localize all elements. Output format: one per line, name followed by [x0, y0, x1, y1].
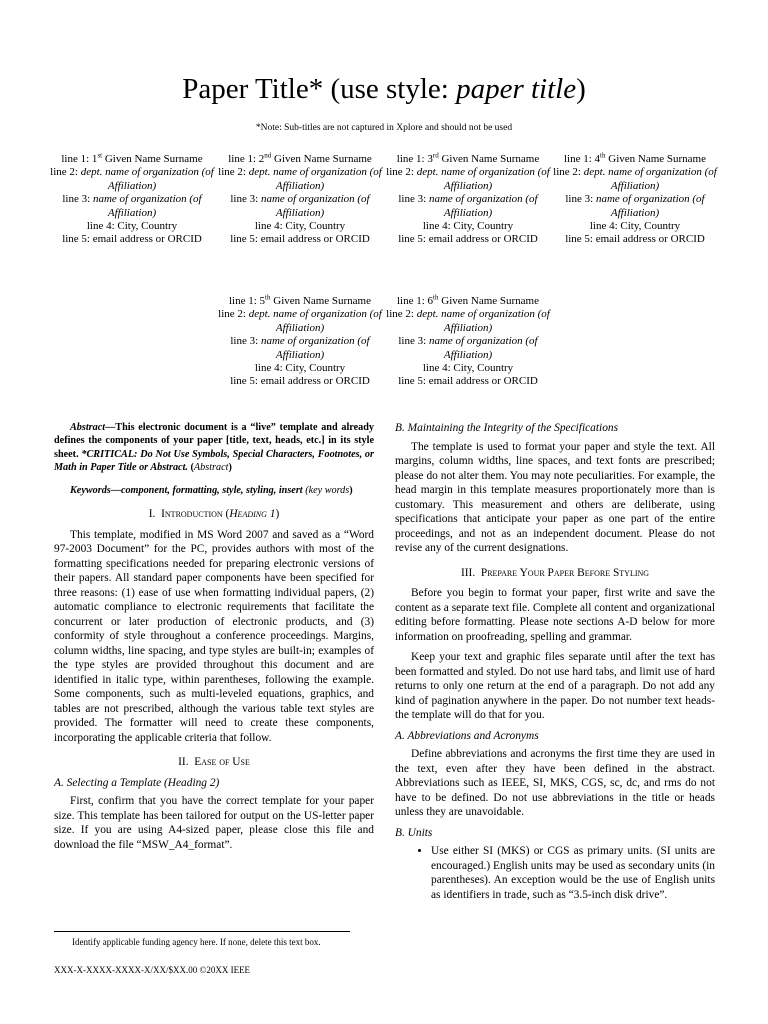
keywords-body: component, formatting, style, styling, insert: [120, 485, 306, 497]
footnote: Identify applicable funding agency here. If none, delete this text box.: [72, 937, 321, 947]
author-dept: dept. name of organization (of Affiliation): [248, 166, 382, 192]
abstract: [54, 421, 374, 474]
author-line2-label: line 2:: [218, 166, 249, 179]
abstract-body: This electronic document is a “live” template and already defines the components of your paper [title, text, heads, etc.] in its style sheet.: [54, 422, 374, 460]
author-city: line 4: City, Country: [254, 220, 346, 233]
author-city: line 4: City, Country: [254, 362, 346, 375]
author-line1: line 1: 3: [396, 153, 433, 165]
author-dept: dept. name of organization (of Affiliation): [80, 166, 214, 192]
author-ordinal: nd: [264, 151, 272, 160]
author-email: line 5: email address or ORCID: [62, 233, 202, 246]
page-title: [0, 70, 768, 108]
author-line1: line 1: 2: [228, 153, 265, 165]
subtitle-note: *Note: Sub-titles are not captured in Xplore and should not be used: [255, 123, 513, 133]
prepare-paragraph-1: Before you begin to format your paper, first write and save the content as a separate text file. Complete all content and organizational editing before formatting. Please note sections A-D below for more information on proofreading, spelling and grammar.: [395, 587, 715, 643]
abstract-paren-close: ): [228, 461, 232, 473]
keywords: [54, 484, 374, 497]
subsection-heading-abbreviations: A. Abbreviations and Acronyms: [395, 729, 539, 742]
author-org: name of organization (of Affiliation): [260, 335, 370, 361]
keywords-label: Keywords: [70, 485, 111, 497]
author-name: Given Name Surname: [271, 153, 372, 165]
section-heading-prepare-paper: [395, 566, 715, 581]
author-dept: dept. name of organization (of Affiliation): [416, 166, 550, 192]
section-title-close: ): [275, 508, 280, 521]
author-ordinal: rd: [432, 151, 439, 160]
author-block-4: [549, 153, 721, 247]
author-name: Given Name Surname: [438, 295, 539, 307]
footnote-rule: [54, 931, 350, 932]
abstract-label: Abstract: [70, 422, 106, 433]
abstract-style-name: Abstract: [193, 461, 229, 473]
author-block-3: [382, 153, 554, 247]
keywords-close: ): [349, 485, 353, 497]
subsection-heading-selecting-template: A. Selecting a Template (Heading 2): [54, 776, 220, 789]
subsection-heading-integrity: B. Maintaining the Integrity of the Specifications: [395, 422, 619, 434]
subsection-heading-units: B. Units: [395, 826, 433, 839]
keywords-dash: —: [110, 485, 121, 497]
author-line1: line 1: 5: [228, 295, 266, 307]
author-city: line 4: City, Country: [422, 362, 514, 375]
author-line2-label: line 2:: [218, 308, 249, 321]
author-ordinal: th: [600, 151, 606, 160]
author-org: name of organization (of Affiliation): [260, 193, 370, 219]
author-line3-label: line 3:: [398, 335, 429, 348]
title-italic: paper title: [456, 73, 577, 105]
author-block-1: [46, 153, 218, 247]
section-number: II.: [178, 756, 189, 769]
selecting-template-paragraph: First, confirm that you have the correct template for your paper size. This template has been tailored for output on the US-letter paper size. If you are using A4-sized paper, please close this file and download the file “MSW_A4_format”.: [54, 795, 374, 851]
section-title-italic: Heading 1: [229, 508, 276, 521]
list-item: • Use either SI (MKS) or CGS as primary units. (SI units are encouraged.) English units may be used as secondary units (in parentheses). An exception would be the use of English units as identifiers in trade, such as “3.5-inch disk drive”.: [431, 844, 715, 902]
author-ordinal: th: [433, 293, 439, 302]
author-name: Given Name Surname: [438, 153, 540, 165]
units-list: [395, 844, 715, 902]
author-line1: line 1: 6: [396, 295, 434, 307]
author-line3-label: line 3:: [565, 193, 596, 206]
author-line2-label: line 2:: [386, 308, 417, 321]
right-column: [395, 421, 715, 902]
author-line3-label: line 3:: [398, 193, 429, 206]
keywords-tail: (key words: [305, 485, 350, 497]
author-dept: dept. name of organization (of Affiliation): [583, 166, 717, 192]
author-name: Given Name Surname: [605, 153, 706, 165]
author-line2-label: line 2:: [50, 166, 81, 179]
section-number: III.: [460, 566, 476, 579]
author-ordinal: st: [97, 151, 103, 160]
author-city: line 4: City, Country: [86, 220, 178, 233]
author-org: name of organization (of Affiliation): [92, 193, 202, 219]
author-org: name of organization (of Affiliation): [428, 193, 538, 219]
copyright-line: XXX-X-XXXX-XXXX-X/XX/$XX.00 ©20XX IEEE: [54, 965, 251, 975]
author-line2-label: line 2:: [386, 166, 417, 179]
author-city: line 4: City, Country: [422, 220, 514, 233]
author-email: line 5: email address or ORCID: [565, 233, 705, 246]
section-heading-ease-of-use: [54, 755, 374, 770]
section-title: Ease of Use: [194, 756, 250, 769]
section-heading-introduction: [54, 507, 374, 522]
author-block-2: [214, 153, 386, 247]
author-line1: line 1: 4: [563, 153, 601, 165]
abstract-paren-open: (: [187, 461, 194, 473]
left-column: [54, 421, 374, 852]
author-email: line 5: email address or ORCID: [230, 375, 370, 388]
author-city: line 4: City, Country: [589, 220, 681, 233]
introduction-paragraph: This template, modified in MS Word 2007 and saved as a “Word 97-2003 Document” for the PC, provides authors with most of the formatting specifications needed for preparing electronic versions of their papers. All standard paper components have been specified for three reasons: (1) ease of use when formatting individual papers, (2) automatic compliance to electronic requirements that facilitate the concurrent or later production of electronic products, and (3) conformity of style throughout a conference proceedings. Margins, column widths, line spacing, and type styles are built-in; examples of the type styles are provided throughout this document and are identified in italic type, within parentheses, following the example. Some components, such as multi-leveled equations, graphics, and tables are not prescribed, although the various table text styles are provided. The formatter will need to create these components, incorporating the applicable criteria that follow.: [54, 528, 374, 744]
author-line3-label: line 3:: [230, 335, 261, 348]
author-email: line 5: email address or ORCID: [398, 375, 538, 388]
author-line1: line 1: 1: [61, 153, 98, 165]
author-line3-label: line 3:: [62, 193, 93, 206]
integrity-paragraph: The template is used to format your paper and style the text. All margins, column widths, line spaces, and text fonts are prescribed; please do not alter them. You may note peculiarities. For example, the head margin in this template measures proportionately more than is customary. This measurement and others are deliberate, using specifications that anticipate your paper as one part of the entire proceedings, and not as an independent document. Please do not revise any of the current designations.: [395, 440, 715, 554]
author-block-5: [214, 295, 386, 389]
abstract-dash: —: [105, 422, 116, 433]
prepare-paragraph-2: Keep your text and graphic files separate until after the text has been formatted and styled. Do not use hard tabs, and limit use of hard returns to only one return at the end of a paragraph. Do not add any kind of pagination anywhere in the paper. Do not number text heads-the template will do that for you.: [395, 651, 715, 721]
author-name: Given Name Surname: [270, 295, 371, 307]
author-name: Given Name Surname: [102, 153, 203, 165]
title-close: ): [576, 73, 586, 105]
author-org: name of organization (of Affiliation): [428, 335, 538, 361]
section-title: Introduction (: [161, 508, 230, 521]
author-line3-label: line 3:: [230, 193, 261, 206]
abbreviations-paragraph: Define abbreviations and acronyms the first time they are used in the text, even after they have been defined in the abstract. Abbreviations such as IEEE, SI, MKS, CGS, sc, dc, and rms do not have to be defined. Do not use abbreviations in the title or heads unless they are unavoidable.: [395, 748, 715, 818]
author-email: line 5: email address or ORCID: [230, 233, 370, 246]
author-ordinal: th: [265, 293, 271, 302]
author-dept: dept. name of organization (of Affiliation): [248, 308, 382, 334]
abstract-critical: *CRITICAL: Do Not Use Symbols, Special Characters, Footnotes, or Math in Paper Title or Abstract.: [54, 448, 374, 473]
author-org: name of organization (of Affiliation): [595, 193, 705, 219]
author-line2-label: line 2:: [553, 166, 584, 179]
author-email: line 5: email address or ORCID: [398, 233, 538, 246]
title-main: Paper Title* (use style:: [182, 73, 457, 105]
author-dept: dept. name of organization (of Affiliation): [416, 308, 550, 334]
section-number: I.: [148, 508, 156, 521]
section-title: Prepare Your Paper Before Styling: [480, 566, 650, 579]
author-block-6: [382, 295, 554, 389]
